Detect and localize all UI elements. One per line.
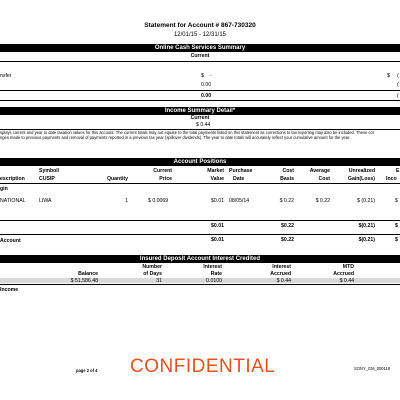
total-market-value: $0.01 xyxy=(211,237,224,243)
col-quantity: Quantity xyxy=(106,176,128,182)
insured-col-mtd-line2: Accrued xyxy=(333,271,354,277)
online-cash-row-value: - xyxy=(210,73,212,79)
position-price: $ 0.0069 xyxy=(148,198,169,204)
position-market-value: $0.01 xyxy=(211,198,224,204)
divider xyxy=(0,220,400,221)
bates-number: SONY_GM_000118 xyxy=(354,366,391,371)
col-avg-line2: Cost xyxy=(318,176,330,182)
online-cash-heading: Online Cash Services Summary xyxy=(0,44,400,52)
income-summary-note-line1: splays current and year to date taxation values for this account. The current totals may not equate to the total payments listed on this statement as corrections to tax reporting may also be included. These cor xyxy=(0,130,375,135)
income-summary-heading: Income Summary Detail* xyxy=(0,107,400,115)
insured-col-accrued-line1: Interest xyxy=(272,264,291,270)
online-cash-current-header: Current xyxy=(190,53,210,59)
positions-heading: Account Positions xyxy=(0,158,400,166)
subtotal-unrealized: $(0.21) xyxy=(358,223,375,229)
col-price-line1: Current xyxy=(153,168,172,174)
income-summary-note-line2: nges made to previous payments and removal of payments reported in a previous tax year (spillover dividends). The year to date totals will accurately reflect your cumulative amount for the year. xyxy=(0,135,351,140)
online-cash-total-right: ( xyxy=(397,93,399,99)
confidential-watermark: CONFIDENTIAL xyxy=(130,356,276,377)
total-income: $ xyxy=(395,237,398,243)
position-quantity: 1 xyxy=(125,198,128,204)
col-market-line1: Market xyxy=(207,168,224,174)
insured-accrued: $ 0.44 xyxy=(276,278,291,284)
col-avg-line1: Average xyxy=(309,168,330,174)
online-cash-row2-right: ( xyxy=(397,82,399,88)
insured-mtd: $ 0.44 xyxy=(339,278,354,284)
insured-col-accrued-line2: Accrued xyxy=(270,271,291,277)
divider xyxy=(0,234,400,235)
position-income: $ xyxy=(395,198,398,204)
insured-col-balance: Balance xyxy=(78,271,98,277)
income-summary-current-header: Current xyxy=(190,115,210,121)
total-unrealized: $(0.21) xyxy=(358,237,375,243)
divider xyxy=(0,284,400,285)
online-cash-row-right-value: ( xyxy=(397,73,399,79)
position-description: NATIONAL xyxy=(0,198,26,204)
online-cash-row2-value: 0.00 xyxy=(201,82,212,88)
col-basis-line1: Cost xyxy=(282,168,294,174)
online-cash-row-dollar: $ xyxy=(201,73,204,79)
col-unrealized-line1: Unrealized xyxy=(348,168,375,174)
insured-deposit-heading: Insured Deposit Account Interest Credited xyxy=(0,255,400,263)
total-cost-basis: $0.22 xyxy=(281,237,294,243)
subtotal-market-value: $0.01 xyxy=(211,223,224,229)
col-purchase-line1: Purchase xyxy=(229,168,253,174)
position-average-cost: $ 0.22 xyxy=(315,198,330,204)
col-price-line2: Price xyxy=(159,176,172,182)
col-basis-line2: Basis xyxy=(280,176,294,182)
total-account-label: Account xyxy=(0,238,21,244)
insured-col-mtd-line1: MTD xyxy=(342,264,354,270)
position-symbol: LIWA xyxy=(39,198,52,204)
income-summary-value: $ 0.44 xyxy=(196,122,211,128)
online-cash-row-label: nsfer xyxy=(0,73,12,79)
online-cash-total-value: 0.00 xyxy=(201,93,212,99)
page-number: page 2 of 4 xyxy=(76,368,98,373)
insured-col-days-line2: of Days xyxy=(143,271,162,277)
insured-col-rate-line1: Interest xyxy=(203,264,222,270)
insured-days: 31 xyxy=(156,278,162,284)
position-purchase-date: 08/05/14 xyxy=(229,198,250,204)
insured-col-days-line1: Number xyxy=(142,264,162,270)
subtotal-income: $ xyxy=(395,223,398,229)
col-income-line2: Inco xyxy=(386,176,397,182)
statement-date-range: 12/01/15 - 12/31/15 xyxy=(173,32,227,38)
position-unrealized: $ (0.21) xyxy=(357,198,375,204)
col-symbol-line1: Symbol/ xyxy=(39,168,60,174)
insured-col-rate-line2: Rate xyxy=(210,271,222,277)
col-unrealized-line2: Gain(Loss) xyxy=(347,176,375,182)
positions-section-label: gin xyxy=(0,186,8,192)
divider xyxy=(0,183,400,184)
position-cost-basis: $ 0.22 xyxy=(279,198,294,204)
online-cash-row-right-dollar: $ xyxy=(387,73,390,79)
insured-rate: 0.0100 xyxy=(206,278,222,284)
income-section-label: Income xyxy=(0,287,19,293)
subtotal-cost-basis: $0.22 xyxy=(281,223,294,229)
statement-title: Statement for Account # 867-730320 xyxy=(144,22,256,29)
col-symbol-line2: CUSIP xyxy=(39,176,55,182)
divider xyxy=(0,100,400,101)
col-market-line2: Value xyxy=(210,176,224,182)
col-description: escription xyxy=(0,176,25,182)
col-purchase-line2: Date xyxy=(233,176,245,182)
insured-balance: $ 51,586.48 xyxy=(70,278,98,284)
divider xyxy=(0,90,400,91)
divider xyxy=(0,61,400,62)
col-income-line1: E xyxy=(396,168,400,174)
